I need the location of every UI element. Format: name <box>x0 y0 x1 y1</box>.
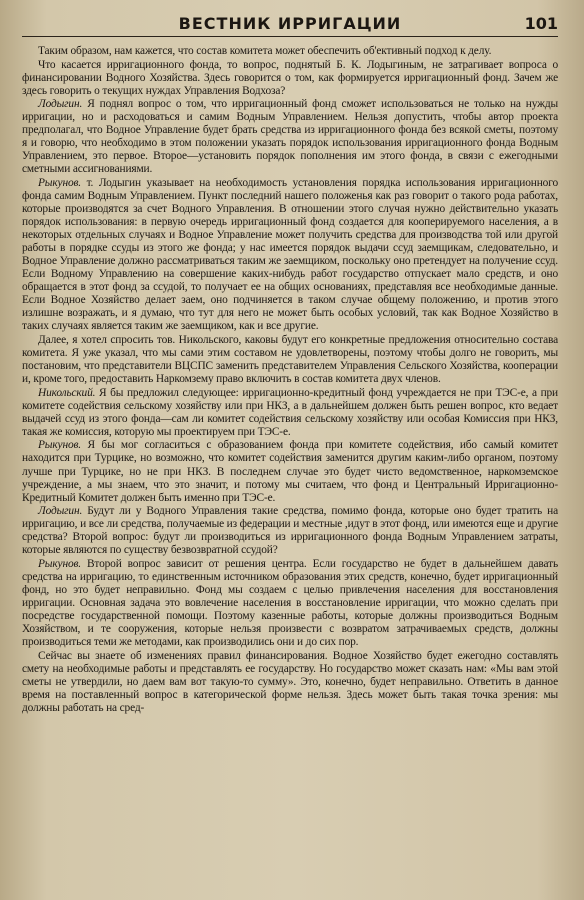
paragraph <box>22 59 558 98</box>
speaker-name: Рыкунов. <box>38 557 81 570</box>
speaker-name: Лодыгин. <box>38 98 83 111</box>
speaker-name: Лодыгин. <box>38 505 83 518</box>
paragraph <box>22 177 558 334</box>
paragraph <box>22 650 558 715</box>
paragraph-text: Далее, я хотел спросить тов. Никольского, каковы будут его конкретные предложения относительно состава комитета. Я уже указал, что мы сами этим составом не удовлетворены, поэтому чтобы долго не говорить, мы постановим, что представители ВЦСПС заменить представителем Управления Сельского Хозяйства, кооперации и, кроме того, предоставить Наркомзему право включить в состав комитета двух членов. <box>22 334 558 386</box>
paragraph <box>22 558 558 649</box>
speaker-name: Никольский. <box>38 386 96 399</box>
paragraph-text: Я бы мог согласиться с образованием фонда при комитете содействия, ибо самый комитет находится при Турцике, но возможно, что комитет содействия заменится другим каким-либо органом, поэтому лучше при Турцике, но не при НКЗ. В последнем случае это будет чисто ведомственное, наркомземское учреждение, а мы знаем, что это значит, и потому мы считаем, что фонд и Центральный Ирригационно-Кредитный Комитет должен быть именно при ТЭС-е. <box>22 439 558 504</box>
speaker-name: Рыкунов. <box>38 439 81 452</box>
paragraph-text: Я бы предложил следующее: ирригационно-кредитный фонд учреждается не при ТЭС-е, а при комитете содействия сельскому хозяйству или при НКЗ, а в дальнейшем должен быть решен вопрос, кто ведает выдачей ссуд из этого фонда—сам ли комитет содействия сельскому хозяйству или особая Комиссия при НКЗ, такая же комиссия, которую мы проектируем при ТЭС-е. <box>22 386 559 438</box>
paragraph <box>22 439 558 504</box>
paragraph-text: Я поднял вопрос о том, что ирригационный фонд сможет использоваться не только на нужды ирригации, но и расходоваться и самим Водным Управлением. Нельзя допустить, чтобы автор проекта предполагал, что Водное Управление будет брать средства из ирригационного фонда без всякой сметы, поэтому я и говорю, что необходимо в этом положении указать порядок использования ирригационного фонда Водным Управлением, это первое. Второе—установить порядок пополнения им этого фонда, в связи с ежегодными сметными ассигнованиями. <box>22 98 559 176</box>
paragraph <box>22 45 558 58</box>
speaker-name: Рыкунов. <box>38 176 81 189</box>
paragraph-text: Сейчас вы знаете об изменениях правил финансирования. Водное Хозяйство будет ежегодно составлять смету на необходимые работы и представлять ее государству. Но государство может сказать нам: «Мы вам этой сметы не утвердили, но даем вам вот такую-то сумму». Это, конечно, будет неправильно. Ответить в данное время на поставленный вопрос в категорической форме нельзя. Здесь может быть такая точка зрения: мы должны работать на сред- <box>22 649 558 714</box>
paragraph-text: т. Лодыгин указывает на необходимость установления порядка использования ирригационного фонда самим Водным Управлением. Пункт последний нашего положенья как раз говорит о такого рода работах, которые производятся за счет Водного Управления. В отношении этого случая нужно действительно указать порядок использования: в первую очередь ирригационный фонд создается для кооперируемого населения, а в некоторых отдельных случаях и Водное Управление может получить средства для производства той или другой работы в порядке ссуды из этого же фонда; у нас имеется порядок выдачи ссуд заемщикам, следовательно, и Водное Управление должно рассматриваться таким же заемщиком, поскольку оно претендует на получение ссуд. Если Водному Управлению на совершение каких-нибудь работ государство отпускает мало средств, и оно обращается в этот фонд за ссудой, то получает ее на общих основаниях, представляя все необходимые данные. Если Водное Хозяйство делает заем, оно подчиняется в таком случае общему положению, и против этого излишне возражать, и я думаю, что тут для него не может быть особых условий, так как Водное Хозяйство в таких случаях является таким же заемщиком, как и все другие. <box>22 176 558 333</box>
paragraph-text: Второй вопрос зависит от решения центра. Если государство не будет в дальнейшем давать средства на ирригацию, то единственным источником образования этих средств, конечно, будет ирригационный фонд, но это будет неправильно. Фонд мы создаем с целью привлечения населения для восстановления ирригации. Основная задача это вовлечение населения в восстановление ирригации, что можно сделать при посредстве государственной помощи. Поэтому казенные работы, которые должны производиться Водным Хозяйством, и те сооружения, которые нельзя произвести с возвратом затрачиваемых средств, должны производиться теми же методами, как производились они и до сих пор. <box>22 557 558 649</box>
paragraph <box>22 387 558 439</box>
journal-title: ВЕСТНИК ИРРИГАЦИИ <box>178 14 402 33</box>
paragraph-text: Что касается ирригационного фонда, то вопрос, поднятый Б. К. Лодыгиным, не затрагивает вопроса о финансировании Водного Хозяйства. Здесь говорится о том, как формируется ирригационный фонд. Зачем же здесь говорить о текущих нуждах Управления Водхоза? <box>22 58 558 97</box>
paragraph <box>22 98 558 176</box>
paragraph <box>22 505 558 557</box>
page-number: 101 <box>524 14 558 33</box>
page-header <box>22 14 558 37</box>
paragraph-text: Таким образом, нам кажется, что состав комитета может обеспечить об'ективный подход к делу. <box>38 45 492 57</box>
paragraph <box>22 334 558 386</box>
article-body <box>22 45 558 715</box>
paragraph-text: Будут ли у Водного Управления такие средства, помимо фонда, которые оно будет тратить на ирригацию, и все ли средства, получаемые из федерации и местные ,идут в этот фонд, или имеются еще и другие средства? Второй вопрос: будут ли производиться из ирригационного фонда Водным Управлением затраты, которые являются по существу безвозвратной ссудой? <box>22 505 558 557</box>
